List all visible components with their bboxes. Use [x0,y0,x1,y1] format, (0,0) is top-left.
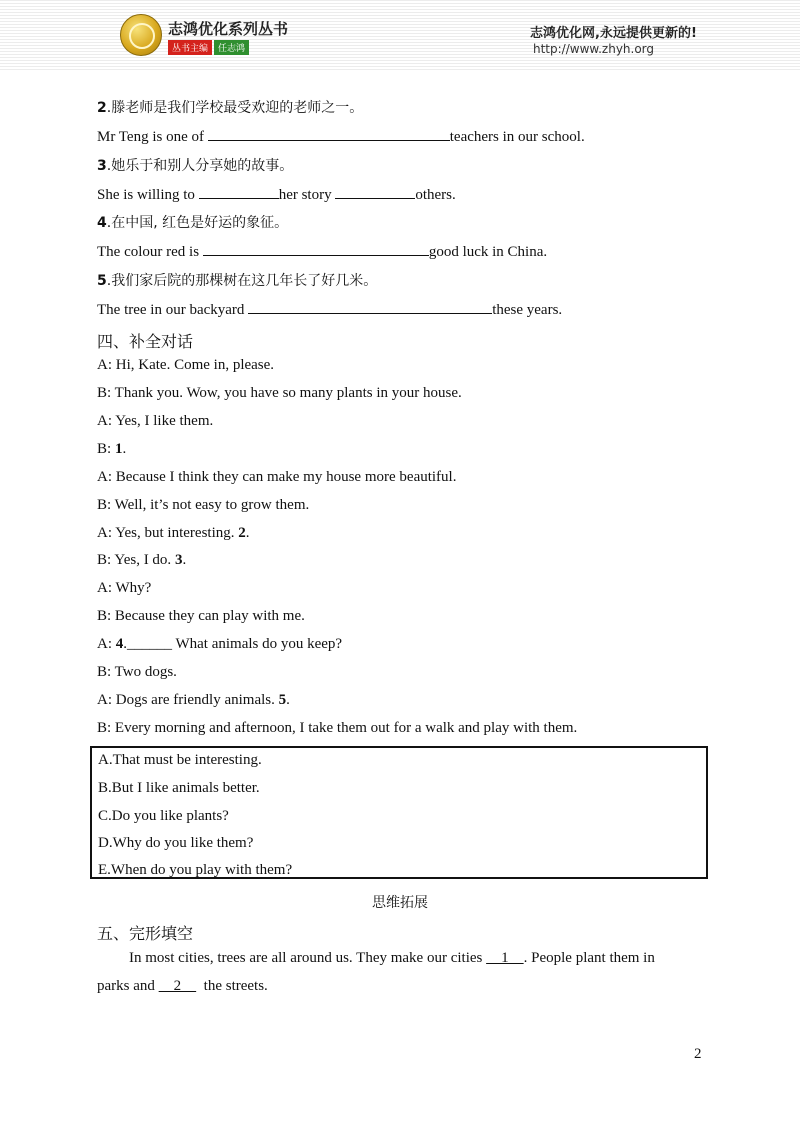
page-header [0,0,800,70]
dialogue-line: B: Thank you. Wow, you have so many plants in your house. [97,385,462,401]
answer-blank[interactable] [199,184,279,199]
question-4-chinese: 4.在中国, 红色是好运的象征。 [97,215,289,231]
section-4-title: 四、补全对话 [97,332,194,351]
answer-blank[interactable] [203,241,429,256]
question-5-english: The tree in our backyard these years. [97,299,562,319]
question-2-chinese: 2.滕老师是我们学校最受欢迎的老师之一。 [97,100,364,116]
option-item: D.Why do you like them? [98,835,254,851]
answer-blank[interactable] [335,184,415,199]
section-5-title: 五、完形填空 [97,924,194,943]
question-4-english: The colour red is good luck in China. [97,241,547,261]
dialogue-line: B: Because they can play with me. [97,608,305,624]
dialogue-line: A: Dogs are friendly animals. 5. [97,692,290,708]
option-item: B.But I like animals better. [98,780,260,796]
question-3-english: She is willing to her story others. [97,184,456,204]
dialogue-line: B: Two dogs. [97,664,177,680]
dialogue-line: A: Yes, but interesting. 2. [97,525,250,541]
cloze-blank-1[interactable]: 1 [486,950,524,966]
option-item: A.That must be interesting. [98,752,262,768]
publisher-logo [120,14,162,56]
dialogue-line: A: Because I think they can make my house more beautiful. [97,469,457,485]
option-item: C.Do you like plants? [98,808,229,824]
series-title: 志鸿优化系列丛书 [168,20,289,38]
dialogue-line: B: Every morning and afternoon, I take them out for a walk and play with them. [97,720,578,736]
cloze-blank-2[interactable]: 2 [158,978,197,994]
option-item: E.When do you play with them? [98,862,293,878]
editor-badges [168,40,249,55]
extension-title: 思维拓展 [372,895,428,911]
question-5-chinese: 5.我们家后院的那棵树在这几年长了好几米。 [97,273,378,289]
dialogue-line: A: Yes, I like them. [97,413,214,429]
header-url: http://www.zhyh.org [533,42,655,56]
answer-blank[interactable] [208,126,450,141]
cloze-paragraph-line-1: In most cities, trees are all around us. They make our cities 1 . People plant them in [129,950,655,966]
question-3-chinese: 3.她乐于和别人分享她的故事。 [97,158,294,174]
badge-editor-name: 任志鸿 [214,40,249,55]
question-2-english: Mr Teng is one of teachers in our school. [97,126,585,146]
options-box [90,746,708,879]
dialogue-line: B: 1. [97,441,127,457]
dialogue-line: A: Why? [97,580,152,596]
cloze-paragraph-line-2: parks and 2 the streets. [97,978,268,994]
header-slogan: 志鸿优化网,永远提供更新的! [530,26,697,41]
dialogue-line: A: Hi, Kate. Come in, please. [97,357,275,373]
page-number: 2 [694,1046,702,1062]
dialogue-line: A: 4.______ What animals do you keep? [97,636,343,652]
answer-blank[interactable] [248,299,492,314]
dialogue-line: B: Well, it’s not easy to grow them. [97,497,310,513]
badge-editor-label: 丛书主编 [168,40,212,55]
dialogue-line: B: Yes, I do. 3. [97,552,187,568]
